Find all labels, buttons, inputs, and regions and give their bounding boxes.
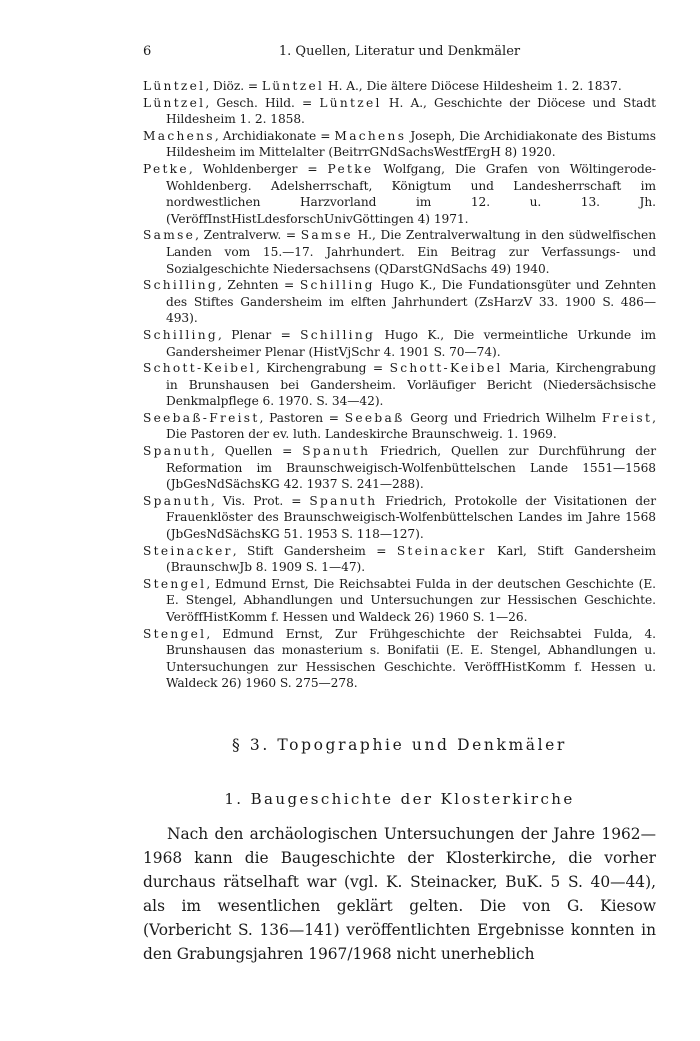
bibliography-entry: Spanuth, Vis. Prot. = Spanuth Friedrich, Protokolle der Visitationen der Frauenklöster des Braunschweigisch-Wolfenbüttelschen Landes im Jahre 1568 (JbGesNdSächsKG 51. 1953 S. 118—127). (143, 493, 656, 542)
body-paragraph: Nach den archäologischen Untersuchungen der Jahre 1962—1968 kann die Baugeschichte der Klosterkirche, die vorher durchaus rätselhaft war (vgl. K. Steinacker, BuK. 5 S. 40—44), als im wesentlichen geklärt gelten. Die von G. Kiesow (Vorbericht S. 136—141) veröffentlichten Ergebnisse konnten in den Grabungsjahren 1967/1968 nicht unerheblich (143, 825, 656, 963)
bibliography-entry: Schilling, Plenar = Schilling Hugo K., Die vermeintliche Urkunde im Gandersheimer Plenar (HistVjSchr 4. 1901 S. 70—74). (143, 327, 656, 359)
bibliography-list (143, 78, 656, 692)
page-number: 6 (143, 44, 152, 59)
running-title: 1. Quellen, Literatur und Denkmäler (278, 44, 521, 59)
bibliography-entry: Stengel, Edmund Ernst, Die Reichsabtei Fulda in der deutschen Geschichte (E. E. Stengel, Abhandlungen und Untersuchungen zur Hessischen Geschichte. VeröffHistKomm f. Hessen und Waldeck 26) 1960 S. 1—26. (143, 576, 656, 624)
bibliography-entry: Stengel, Edmund Ernst, Zur Frühgeschichte der Reichsabtei Fulda, 4. Brunshausen das monasterium s. Bonifatii (E. E. Stengel, Abhandlungen u. Untersuchungen zur Hessischen Geschichte. VeröffHistKomm f. Hessen u. Waldeck 26) 1960 S. 275—278. (143, 626, 656, 691)
bibliography-entry: Spanuth, Quellen = Spanuth Friedrich, Quellen zur Durchführung der Reformation im Braunschweigisch-Wolfenbüttelschen Lande 1551—1568 (JbGesNdSächsKG 42. 1937 S. 241—288). (143, 444, 656, 492)
bibliography-entry: Lüntzel, Diöz. = Lüntzel H. A., Die ältere Diöcese Hildesheim 1. 2. 1837. (143, 79, 622, 93)
bibliography-entry: Lüntzel, Gesch. Hild. = Lüntzel H. A., Geschichte der Diöcese und Stadt Hildesheim 1. 2. 1858. (143, 95, 656, 127)
bibliography-entry: Machens, Archidiakonate = Machens Joseph, Die Archidiakonate des Bistums Hildesheim im Mittelalter (BeitrrGNdSachsWestfErgH 8) 1920. (143, 128, 656, 160)
bibliography-entry: Petke, Wohldenberger = Petke Wolfgang, Die Grafen von Wöltingerode-Wohldenberg. Adelsherrschaft, Königtum und Landesherrschaft im nordwestlichen Harzvorland im 12. u. 13. Jh. (VeröffInstHistLdesforschUnivGöttingen 4) 1971. (143, 161, 657, 226)
bibliography-entry: Steinacker, Stift Gandersheim = Steinacker Karl, Stift Gandersheim (BraunschwJb 8. 1909 S. 1—47). (143, 543, 656, 575)
running-header (143, 44, 656, 64)
bibliography-entry: Schott-Keibel, Kirchengrabung = Schott-Keibel Maria, Kirchengrabung in Brunshausen bei Gandersheim. Vorläufiger Bericht (Niedersächsische Denkmalpflege 6. 1970. S. 34—42). (143, 361, 656, 409)
bibliography-entry: Seebaß-Freist, Pastoren = Seebaß Georg und Friedrich Wilhelm Freist, Die Pastoren der ev. luth. Landeskirche Braunschweig. 1. 1969. (143, 410, 656, 442)
subsection-title: 1. Baugeschichte der Klosterkirche (224, 790, 575, 808)
section-title: § 3. Topographie und Denkmäler (232, 736, 567, 754)
bibliography-entry: Schilling, Zehnten = Schilling Hugo K., Die Fundationsgüter und Zehnten des Stiftes Gandersheim im elften Jahrhundert (ZsHarzV 33. 1900 S. 486—493). (143, 278, 656, 326)
bibliography-entry: Samse, Zentralverw. = Samse H., Die Zentralverwaltung in den südwelfischen Landen vom 15.—17. Jahrhundert. Ein Beitrag zur Verfassungs- und Sozialgeschichte Niedersachsens (QDarstGNdSachs 49) 1940. (143, 228, 657, 276)
